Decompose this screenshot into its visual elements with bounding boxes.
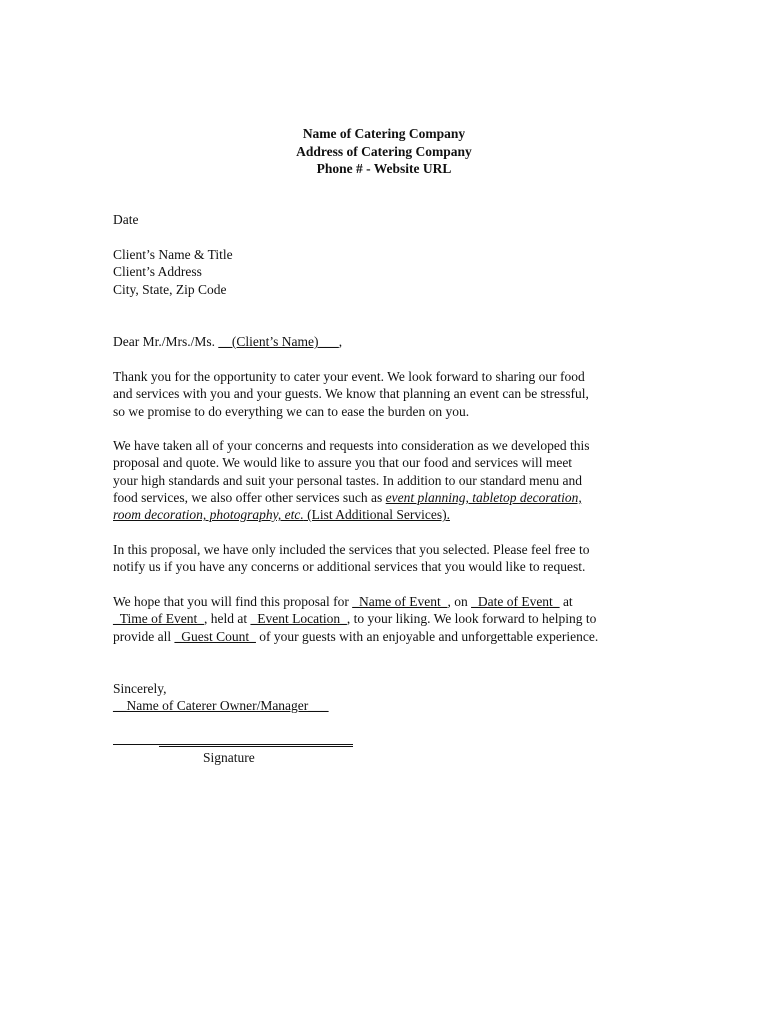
event-date-placeholder: _Date of Event_ [471, 594, 560, 609]
closing-sincerely: Sincerely, [113, 681, 167, 696]
paragraph-line: We have taken all of your concerns and requests into consideration as we developed this [113, 438, 590, 453]
paragraph-2 [113, 437, 673, 523]
closing-block [113, 680, 673, 715]
salutation [113, 333, 673, 350]
paragraph-text: , to your liking. We look forward to helping to [346, 611, 597, 627]
signature-label: Signature [203, 750, 255, 765]
paragraph-text: provide all [113, 628, 175, 644]
additional-services-note: (List Additional Services). [303, 507, 450, 523]
paragraph-line: and services with you and your guests. We know that planning an event can be stressful, [113, 386, 589, 402]
paragraph-text: , held at [204, 611, 251, 627]
recipient-name-title: Client’s Name & Title [113, 247, 233, 262]
event-name-placeholder: _Name of Event_ [352, 594, 448, 609]
salutation-suffix: , [338, 334, 343, 349]
paragraph-text: We hope that you will find this proposal for [113, 594, 353, 609]
paragraph-text: of your guests with an enjoyable and unforgettable experience. [255, 628, 599, 644]
caterer-name-placeholder: __Name of Caterer Owner/Manager___ [113, 698, 329, 714]
event-time-placeholder: _Time of Event_ [113, 611, 204, 627]
paragraph-line: notify us if you have any concerns or additional services that you would like to request. [113, 559, 586, 575]
paragraph-4 [113, 593, 673, 645]
paragraph-text: at [559, 594, 573, 609]
paragraph-line: proposal and quote. We would like to assure you that our food and services will meet [113, 455, 573, 471]
signature-line-overlay [159, 746, 353, 747]
paragraph-line: In this proposal, we have only included the services that you selected. Please feel free to [113, 542, 590, 557]
recipient-address: Client’s Address [113, 264, 202, 280]
salutation-prefix: Dear Mr./Mrs./Ms. [113, 334, 219, 349]
guest-count-placeholder: _Guest Count_ [174, 628, 256, 644]
event-location-placeholder: _Event Location_ [250, 611, 347, 627]
paragraph-line: food services, we also offer other services such as [113, 489, 386, 505]
paragraph-line: your high standards and suit your personal tastes. In addition to our standard menu and [113, 472, 583, 488]
paragraph-line: so we promise to do everything we can to ease the burden on you. [113, 403, 470, 419]
paragraph-text: , on [447, 594, 472, 609]
company-address: Address of Catering Company [296, 143, 472, 159]
paragraph-line: Thank you for the opportunity to cater your event. We look forward to sharing our food [113, 369, 585, 384]
paragraph-3 [113, 541, 673, 576]
date-line [113, 211, 673, 228]
recipient-city-state-zip: City, State, Zip Code [113, 281, 227, 297]
additional-services-list-cont: room decoration, photography, etc. [113, 507, 304, 523]
additional-services-list: event planning, tabletop decoration, [385, 489, 582, 505]
recipient-block [113, 246, 673, 298]
paragraph-1 [113, 368, 673, 420]
date-text: Date [113, 212, 139, 227]
company-name: Name of Catering Company [302, 126, 466, 141]
signature-line [113, 744, 353, 745]
client-name-placeholder: __(Client’s Name)___ [218, 334, 339, 349]
letter-header [0, 125, 768, 178]
company-phone-url: Phone # - Website URL [316, 161, 452, 176]
